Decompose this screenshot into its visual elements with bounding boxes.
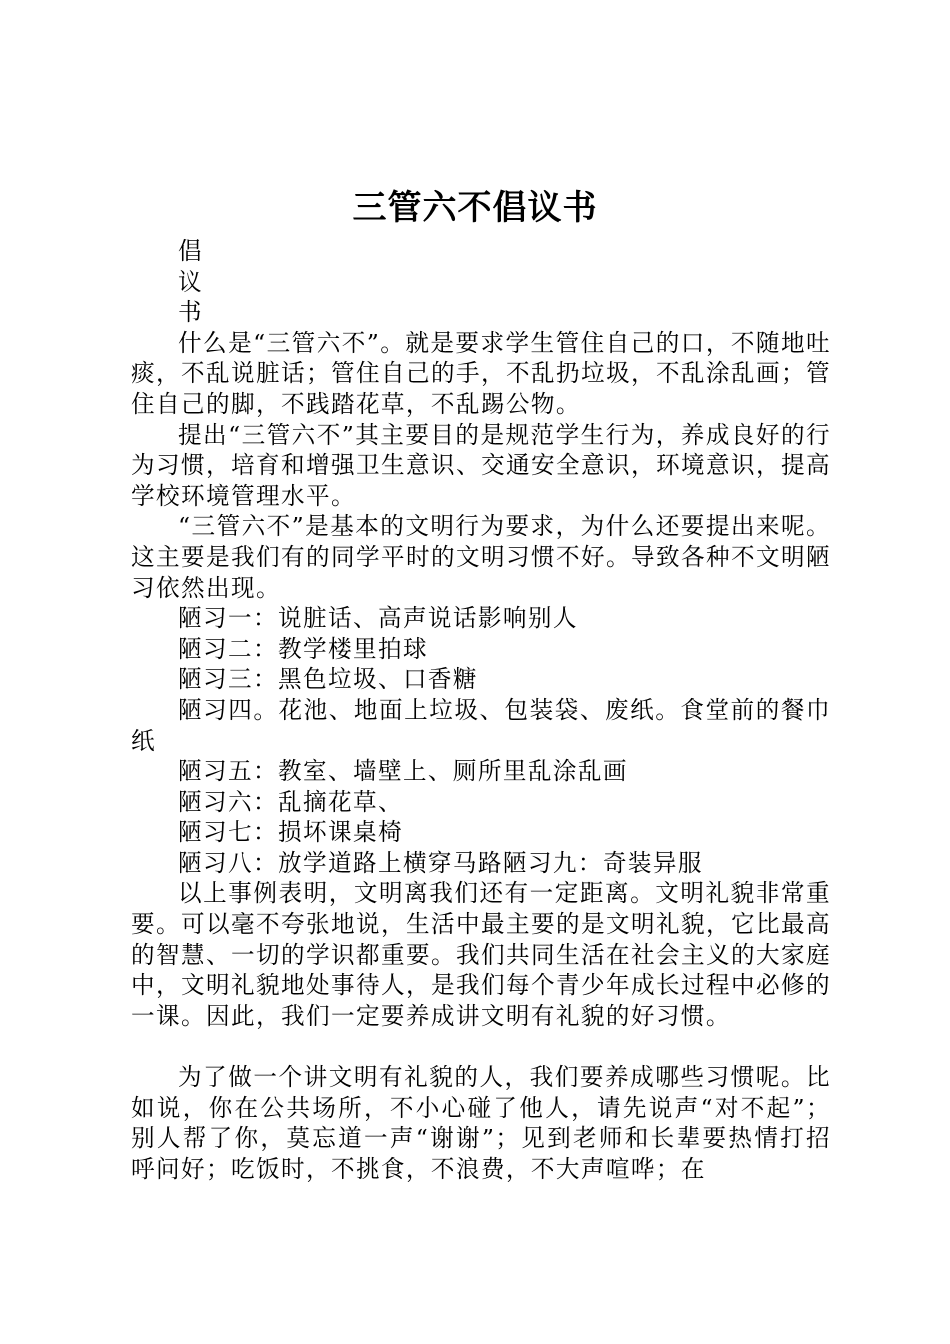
document-title: 三管六不倡议书: [352, 188, 598, 228]
bad-habit-item: 陋习八：放学道路上横穿马路陋习九：奇装异服: [178, 848, 703, 877]
bad-habit-item: 陋习一：说脏话、高声说话影响别人: [178, 604, 578, 633]
bad-habit-item: 陋习三：黑色垃圾、口香糖: [178, 665, 478, 694]
bad-habit-item: 陋习六：乱摘花草、: [178, 787, 403, 816]
heading-char: 倡: [178, 237, 203, 265]
heading-char: 议: [178, 267, 203, 296]
bad-habit-item: 陋习七：损坏课桌椅: [178, 818, 403, 847]
paragraph-purpose: 提出“三管六不”其主要目的是规范学生行为，养成良好的行为习惯，培育和增强卫生意识、交通安全意识，环境意识，提高学校环境管理水平。: [131, 420, 831, 510]
document-body: [131, 236, 831, 1184]
bad-habit-item: 陋习二：教学楼里拍球: [178, 634, 428, 663]
bad-habit-item: 陋习四。花池、地面上垃圾、包装袋、废纸。食堂前的餐巾纸: [131, 695, 831, 755]
paragraph-spacer: [131, 1031, 831, 1062]
paragraph-definition: 什么是“三管六不”。就是要求学生管住自己的口，不随地吐痰，不乱说脏话；管住自己的手，不乱扔垃圾，不乱涂乱画；管住自己的脚，不践踏花草，不乱踢公物。: [131, 328, 831, 418]
paragraph-reason: “三管六不”是基本的文明行为要求，为什么还要提出来呢。这主要是我们有的同学平时的文明习惯不好。导致各种不文明陋习依然出现。: [131, 512, 831, 602]
paragraph-conclusion: 以上事例表明，文明离我们还有一定距离。文明礼貌非常重要。可以毫不夸张地说，生活中最主要的是文明礼貌，它比最高的智慧、一切的学识都重要。我们共同生活在社会主义的大家庭中，文明礼貌地处事待人，是我们每个青少年成长过程中必修的一课。因此，我们一定要养成讲文明有礼貌的好习惯。: [131, 879, 831, 1030]
bad-habit-item: 陋习五：教室、墙壁上、厕所里乱涂乱画: [178, 757, 628, 786]
paragraph-habits: 为了做一个讲文明有礼貌的人，我们要养成哪些习惯呢。比如说，你在公共场所，不小心碰了他人，请先说声“对不起”；别人帮了你，莫忘道一声“谢谢”；见到老师和长辈要热情打招呼问好；吃饭时，不挑食，不浪费，不大声喧哗；在: [131, 1063, 831, 1183]
heading-char: 书: [178, 298, 203, 327]
